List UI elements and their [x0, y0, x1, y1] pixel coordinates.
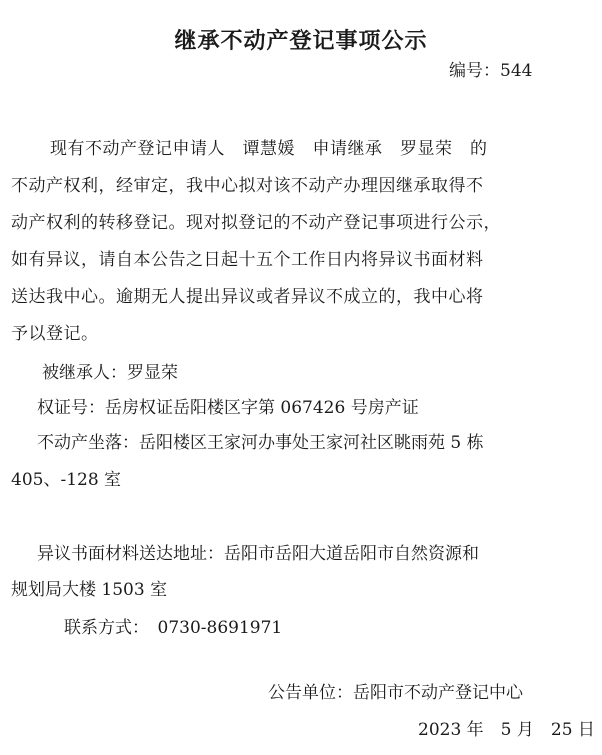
certificate-line: 权证号：岳房权证岳阳楼区字第 067426 号房产证 [37, 398, 419, 418]
body-line-5: 送达我中心。逾期无人提出异议或者异议不成立的，我中心将 [11, 287, 484, 307]
body-line-1: 现有不动产登记申请人 谭慧媛 申请继承 罗显荣 的 [50, 139, 488, 159]
address-line-1: 异议书面材料送达地址：岳阳市岳阳大道岳阳市自然资源和 [37, 544, 479, 564]
contact-line: 联系方式： 0730-8691971 [64, 618, 283, 638]
body-line-3: 动产权利的转移登记。现对拟登记的不动产登记事项进行公示， [11, 213, 501, 233]
location-line-1: 不动产坐落：岳阳楼区王家河办事处王家河社区眺雨苑 5 栋 [37, 433, 484, 453]
date-line: 2023 年 5 月 25 日 [418, 720, 595, 740]
issuer-line: 公告单位：岳阳市不动产登记中心 [268, 683, 523, 703]
document-title: 继承不动产登记事项公示 [174, 29, 428, 54]
body-line-6: 予以登记。 [11, 324, 99, 344]
decedent-line: 被继承人：罗显荣 [42, 363, 178, 383]
body-line-2: 不动产权利，经审定，我中心拟对该不动产办理因继承取得不 [11, 176, 484, 196]
body-line-4: 如有异议，请自本公告之日起十五个工作日内将异议书面材料 [11, 250, 484, 270]
location-line-2: 405、-128 室 [11, 470, 122, 490]
document-number: 编号：544 [449, 61, 533, 81]
address-line-2: 规划局大楼 1503 室 [11, 580, 168, 600]
